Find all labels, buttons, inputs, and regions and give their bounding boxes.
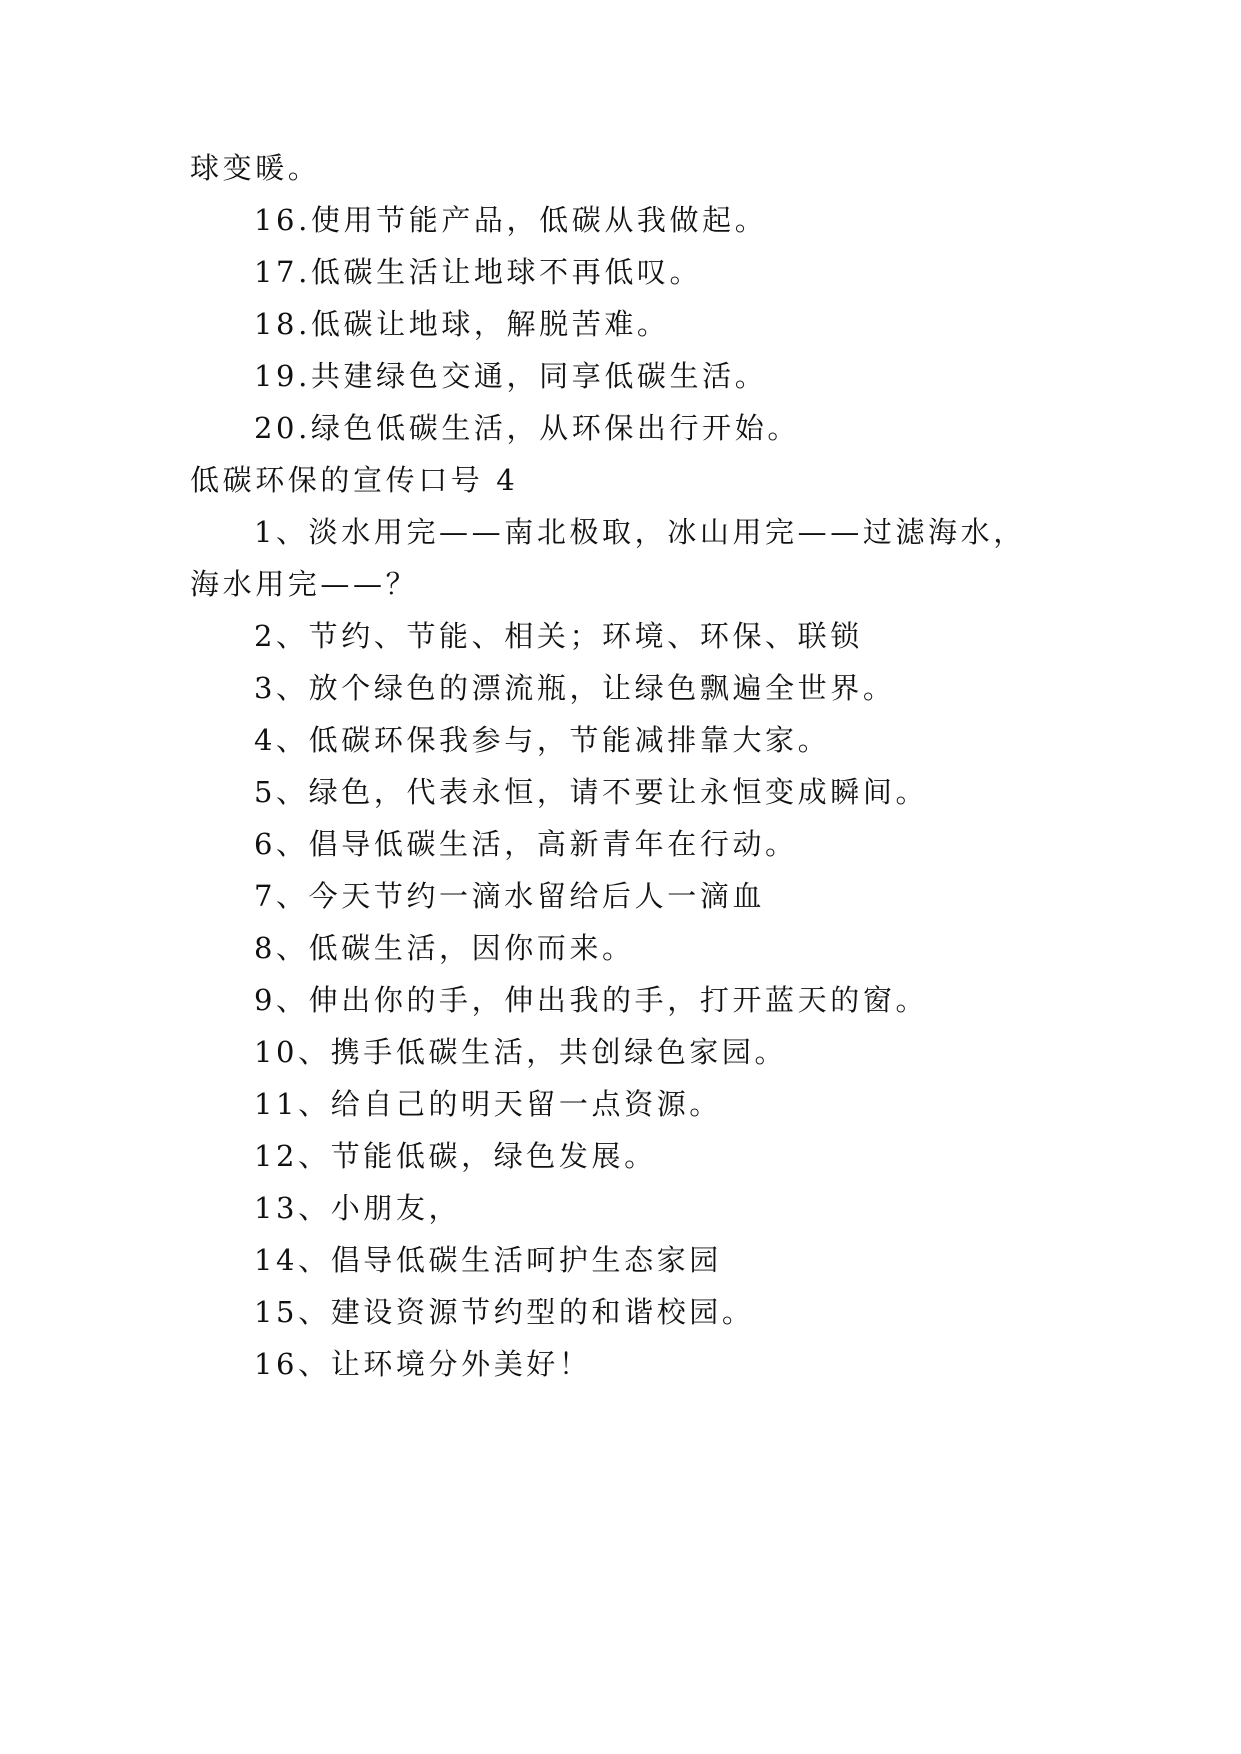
list-item: 20.绿色低碳生活，从环保出行开始。 (254, 411, 800, 445)
list-item: 15、建设资源节约型的和谐校园。 (254, 1295, 755, 1329)
list-item: 11、给自己的明天留一点资源。 (254, 1087, 722, 1121)
list-item: 19.共建绿色交通，同享低碳生活。 (254, 359, 768, 393)
list-item: 13、小朋友， (254, 1191, 462, 1225)
list-item: 4、低碳环保我参与，节能减排靠大家。 (254, 723, 831, 757)
list-item-continuation: 海水用完——？ (190, 567, 419, 601)
list-item: 7、今天节约一滴水留给后人一滴血 (254, 879, 766, 913)
list-item: 18.低碳让地球，解脱苦难。 (254, 307, 670, 341)
continuation-line: 球变暖。 (190, 151, 321, 185)
list-item: 17.低碳生活让地球不再低叹。 (254, 255, 703, 289)
list-item: 1、淡水用完——南北极取，冰山用完——过滤海水， (254, 515, 1026, 549)
list-item: 10、携手低碳生活，共创绿色家园。 (254, 1035, 788, 1069)
list-item: 2、节约、节能、相关；环境、环保、联锁 (254, 619, 863, 653)
list-item: 3、放个绿色的漂流瓶，让绿色飘遍全世界。 (254, 671, 896, 705)
list-item: 14、倡导低碳生活呵护生态家园 (254, 1243, 722, 1277)
list-item: 9、伸出你的手，伸出我的手，打开蓝天的窗。 (254, 983, 929, 1017)
list-item: 5、绿色，代表永恒，请不要让永恒变成瞬间。 (254, 775, 929, 809)
section-title: 低碳环保的宣传口号 4 (190, 463, 519, 497)
list-item: 12、节能低碳，绿色发展。 (254, 1139, 657, 1173)
list-item: 16.使用节能产品，低碳从我做起。 (254, 203, 768, 237)
list-item: 8、低碳生活，因你而来。 (254, 931, 635, 965)
list-item: 6、倡导低碳生活，高新青年在行动。 (254, 827, 798, 861)
list-item: 16、让环境分外美好！ (254, 1347, 592, 1381)
